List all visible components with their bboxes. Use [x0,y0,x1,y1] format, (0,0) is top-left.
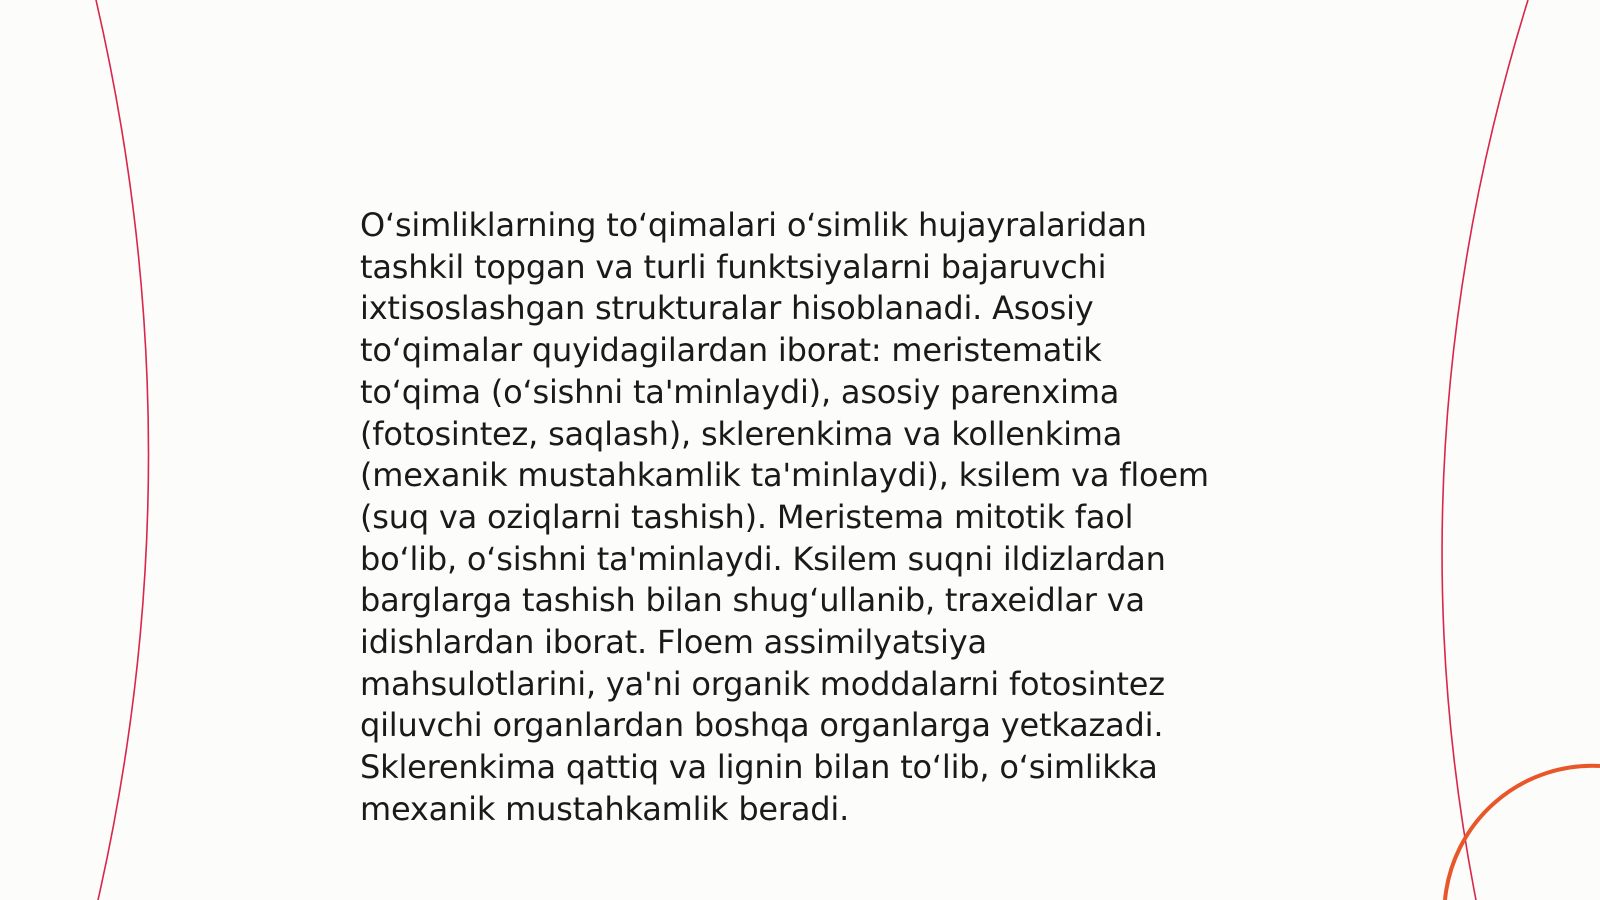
left-curve-line [96,0,149,900]
paragraph-line: tashkil topgan va turli funktsiyalarni bajaruvchi [360,247,1107,286]
paragraph-line: idishlardan iborat. Floem assimilyatsiya [360,623,987,662]
paragraph-line: bo‘lib, o‘sishni ta'minlaydi. Ksilem suqni ildizlardan [360,539,1166,578]
paragraph-line: qiluvchi organlardan boshqa organlarga yetkazadi. [360,706,1164,745]
corner-arc [1445,766,1600,900]
paragraph-line: ixtisoslashgan strukturalar hisoblanadi. Asosiy [360,289,1094,328]
paragraph-line: to‘qimalar quyidagilardan iborat: meristematik [360,331,1102,370]
paragraph-line: (fotosintez, saqlash), sklerenkima va kollenkima [360,414,1123,453]
paragraph-line: mahsulotlarini, ya'ni organik moddalarni fotosintez [360,664,1165,703]
paragraph-line: mexanik mustahkamlik beradi. [360,789,850,828]
right-curve-line [1442,0,1528,900]
paragraph-line: to‘qima (o‘sishni ta'minlaydi), asosiy parenxima [360,372,1120,411]
paragraph-line: (suq va oziqlarni tashish). Meristema mitotik faol [360,497,1134,536]
paragraph-line: O‘simliklarning to‘qimalari o‘simlik hujayralaridan [360,206,1147,244]
paragraph-line: barglarga tashish bilan shug‘ullanib, traxeidlar va [360,581,1145,620]
paragraph-line: (mexanik mustahkamlik ta'minlaydi), ksilem va floem [360,456,1209,495]
body-paragraph [360,205,1240,831]
paragraph-line: Sklerenkima qattiq va lignin bilan to‘lib, o‘simlikka [360,748,1158,787]
